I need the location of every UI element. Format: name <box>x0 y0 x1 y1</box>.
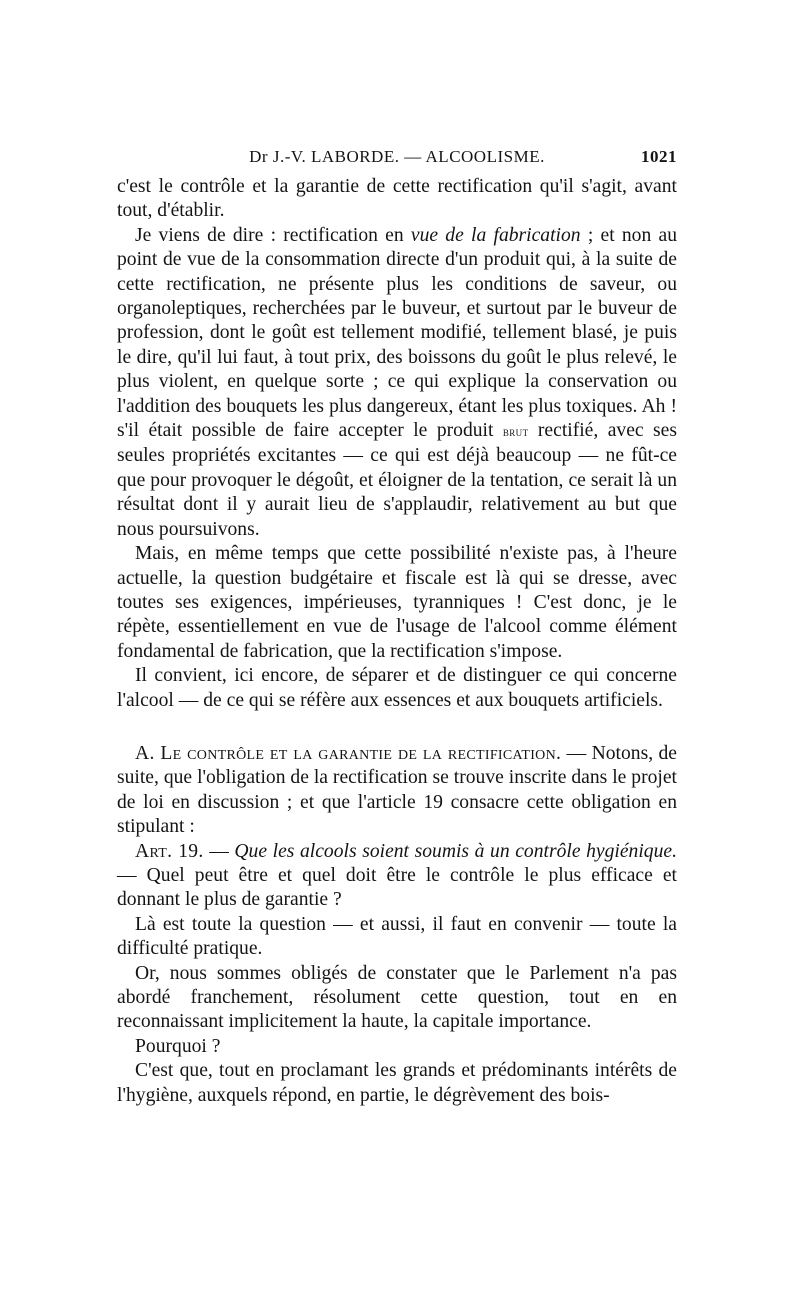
emphasis-fabrication: vue de la fabrication <box>410 224 581 246</box>
book-page <box>117 143 677 1108</box>
paragraph-4: Il convient, ici encore, de séparer et de distinguer ce qui concerne l'alcool — de ce qui se réfère aux essences et aux bouquets artificiels. <box>117 665 677 711</box>
term-brut: brut <box>502 424 529 440</box>
paragraph-10: C'est que, tout en proclamant les grands et prédominants intérêts de l'hygiène, auxquels répond, en partie, le dégrèvement des bois- <box>117 1060 677 1106</box>
paragraph-3: Mais, en même temps que cette possibilité n'existe pas, à l'heure actuelle, la question budgétaire et fiscale est là qui se dresse, avec toutes ses exigences, impérieuses, tyranniques ! C'est donc, je le répète, essentiellement en vue de l'usage de l'alcool comme élément fondamental de fabrication, que la rectification s'impose. <box>117 543 677 662</box>
paragraph-article-19: Art. 19. — Que les alcools soient soumis à un contrôle hygiénique. — Quel peut être et quel doit être le contrôle le plus efficace et donnant le plus de garantie ? <box>117 840 677 911</box>
section-gap <box>117 713 677 742</box>
paragraph-5: A. Le contrôle et la garantie de la rectification. — Notons, de suite, que l'obligation de la rectification se trouve inscrite dans le projet de loi en discussion ; et que l'article 19 consacre cette obligation en stipulant : <box>117 742 678 838</box>
running-title: Dr J.-V. LABORDE. — ALCOOLISME. <box>249 147 545 166</box>
body-text <box>117 175 677 1108</box>
running-header <box>117 143 677 175</box>
paragraph-8: Or, nous sommes obligés de constater que le Parlement n'a pas abordé franchement, résolument cette question, tout en en reconnaissant implicitement la haute, la capitale importance. <box>117 962 677 1033</box>
article-label: Art. 19. <box>135 840 204 862</box>
paragraph-1: c'est le contrôle et la garantie de cette rectification qu'il s'agit, avant tout, d'établir. <box>117 176 677 222</box>
section-heading: A. Le contrôle et la garantie de la rectification. <box>135 742 562 764</box>
paragraph-7: Là est toute la question — et aussi, il faut en convenir — toute la difficulté pratique. <box>117 913 677 960</box>
article-quote: Que les alcools soient soumis à un contrôle hygiénique. <box>234 840 677 862</box>
page-number: 1021 <box>641 147 677 166</box>
paragraph-9: Pourquoi ? <box>135 1035 221 1057</box>
paragraph-2: Je viens de dire : rectification en vue de la fabrication ; et non au point de vue de la consommation directe d'un produit qui, à la suite de cette rectification, ne présente plus les conditions de saveur, ou organoleptiques, recherchées par le buveur, et surtout par le buveur de profession, dont le goût est tellement modifié, tellement blasé, je puis le dire, qu'il lui faut, à tout prix, des boissons du goût le plus relevé, le plus violent, en quelque sorte ; ce qui explique la conservation ou l'addition des bouquets les plus dangereux, étant les plus toxiques. Ah ! s'il était possible de faire accepter le produit brut rectifié, avec ses seules propriétés excitantes — ce qui est déjà beaucoup — ne fût-ce que pour provoquer le dégoût, et éloigner de la tentation, ce serait là un résultat dont il y aurait lieu de s'applaudir, relativement au but que nous poursuivons. <box>117 224 678 540</box>
